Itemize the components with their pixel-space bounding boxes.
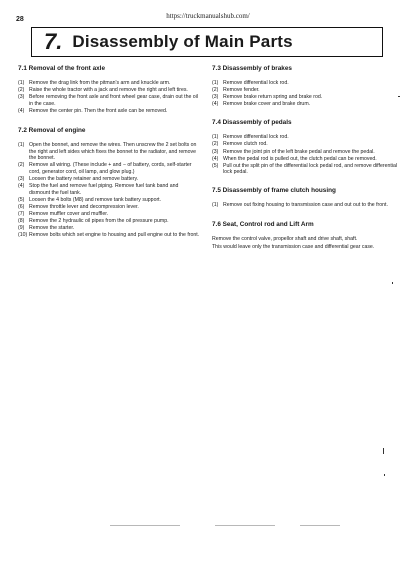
section-heading-7-1: 7.1 Removal of the front axle (18, 65, 106, 72)
item-marker: (4) (18, 183, 25, 190)
item-marker: (2) (212, 141, 219, 148)
item-marker: (8) (18, 218, 25, 224)
list-item (18, 162, 200, 175)
list-item (212, 134, 402, 141)
list-item (212, 163, 402, 176)
section-list-7-3 (212, 80, 402, 108)
item-marker: (4) (212, 155, 219, 162)
chapter-number: 7. (44, 29, 63, 54)
chapter-title: Disassembly of Main Parts (72, 32, 293, 51)
item-text: Stop the fuel and remove fuel piping. Remove fuel tank band and dismount the fuel tank. (29, 183, 179, 196)
item-text: Remove all wiring. (These include + and − of battery, cords, self-starter cord, generator cord, oil lamp, and glow plug.) (29, 162, 192, 175)
item-marker: (3) (18, 94, 25, 101)
item-text: Loosen the 4 bolts (M8) and remove tank battery support. (29, 196, 162, 203)
item-marker: (3) (212, 94, 219, 101)
list-item (212, 87, 402, 94)
item-marker: (2) (18, 87, 25, 94)
page-number: 28 (16, 16, 24, 23)
item-text: Loosen the battery retainer and remove battery. (29, 175, 139, 182)
list-item (212, 101, 402, 108)
item-text: Remove the starter. (29, 225, 75, 232)
list-item (18, 211, 200, 218)
scan-artifact-mark (384, 474, 385, 476)
scan-artifact-mark (110, 525, 180, 526)
list-item (18, 204, 200, 211)
item-text: Remove the drag link from the pitman's arm and knuckle arm. (29, 80, 171, 86)
chapter-title-box (31, 27, 383, 57)
list-item (18, 87, 200, 94)
item-text: Remove bolts which set engine to housing and pull engine out to the front. (29, 232, 200, 239)
item-marker: (10) (18, 232, 28, 239)
list-item (18, 183, 200, 196)
item-text: When the pedal rod is pulled out, the clutch pedal can be removed. (223, 155, 377, 162)
scan-artifact-mark (215, 525, 275, 526)
item-text: Remove fender. (223, 87, 260, 94)
list-item (18, 94, 200, 107)
list-item (18, 197, 200, 204)
section-heading-7-5: 7.5 Disassembly of frame clutch housing (212, 187, 336, 195)
item-marker: (1) (18, 80, 25, 86)
item-marker: (1) (212, 134, 219, 141)
list-item (18, 225, 200, 232)
item-marker: (2) (18, 162, 25, 169)
section-heading-7-2: 7.2 Removal of engine (18, 126, 86, 134)
item-text: Remove brake return spring and brake rod. (223, 94, 323, 101)
item-marker: (9) (18, 225, 25, 232)
list-item (212, 141, 402, 148)
item-marker: (1) (18, 141, 25, 148)
item-marker: (3) (18, 175, 25, 182)
item-text: Remove muffler cover and muffler. (29, 210, 109, 217)
item-marker: (3) (212, 148, 219, 155)
item-text: Before removing the front axle and front wheel gear case, drain out the oil in the case. (29, 94, 198, 107)
list-item (212, 149, 402, 156)
item-text: Remove clutch rod. (223, 141, 268, 148)
section-heading-7-6: 7.6 Seat, Control rod and Lift Arm (212, 220, 314, 228)
scan-artifact-mark (300, 525, 340, 526)
item-marker: (1) (212, 202, 219, 209)
item-text: Remove out fixing housing to transmission case and out out to the front. (223, 202, 388, 209)
list-item (18, 232, 200, 239)
paragraph: Remove the control valve, propellor shaft and drive shaft, shaft. (212, 235, 358, 242)
item-marker: (7) (18, 210, 25, 217)
section-list-7-1 (18, 80, 200, 114)
list-item (212, 94, 402, 101)
item-marker: (2) (212, 87, 219, 94)
item-text: Remove the 2 hydraulic oil pipes from the oil pressure pump. (29, 218, 169, 224)
list-item (18, 176, 200, 183)
item-text: Raise the whole tractor with a jack and remove the right and left tires. (29, 87, 188, 94)
item-text: Remove the center pin. Then the front axle can be removed. (29, 107, 168, 114)
item-marker: (4) (212, 101, 219, 108)
section-heading-7-3: 7.3 Disassembly of brakes (212, 65, 292, 72)
section-heading-7-4: 7.4 Disassembly of pedals (212, 119, 292, 127)
list-item (18, 80, 200, 87)
scan-artifact-mark (398, 96, 400, 97)
item-text: Remove differential lock rod. (223, 80, 289, 86)
list-item (18, 108, 200, 115)
section-list-7-4 (212, 134, 402, 176)
item-marker: (5) (18, 196, 25, 203)
section-list-7-5 (212, 202, 402, 209)
list-item (212, 80, 402, 87)
item-text: Remove differential lock rod. (223, 134, 289, 141)
item-text: Remove brake cover and brake drum. (223, 101, 311, 108)
list-item (18, 142, 200, 162)
item-marker: (4) (18, 107, 25, 114)
item-text: Remove throttle lever and decompression lever. (29, 203, 139, 210)
right-column (212, 65, 402, 253)
scan-artifact-mark (392, 282, 393, 284)
source-url: https://truckmanualshub.com/ (166, 12, 250, 20)
item-text: Pull out the split pin of the differential lock pedal rod, and remove differential lock pedal. (223, 162, 397, 176)
item-marker: (6) (18, 203, 25, 210)
item-text: Remove the joint pin of the left brake pedal and remove the pedal. (223, 148, 375, 155)
section-list-7-2 (18, 142, 200, 239)
left-column (18, 65, 200, 239)
item-marker: (5) (212, 162, 219, 169)
list-item (212, 156, 402, 163)
item-marker: (1) (212, 80, 219, 86)
item-text: Open the bonnet, and remove the wires. Then unscrew the 2 set bolts on the right and left sides which fixes the bonnet to the radiator, and remove the bonnet. (29, 141, 197, 162)
paragraph: This would leave only the transmission case and differential gear case. (212, 244, 375, 251)
list-item (18, 218, 200, 225)
scan-artifact-mark (383, 448, 384, 454)
list-item (212, 202, 402, 209)
